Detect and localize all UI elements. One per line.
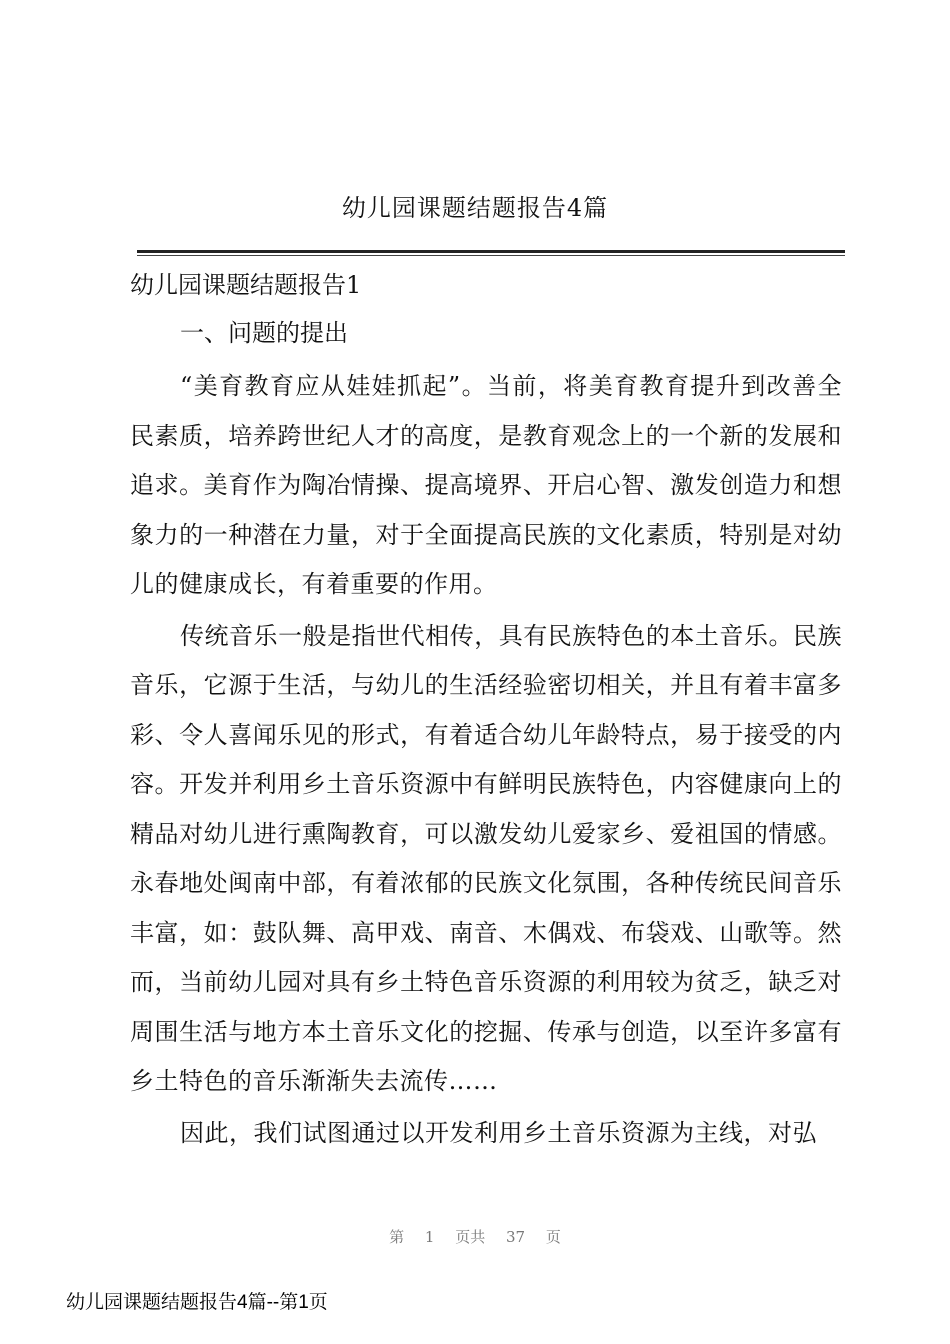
paragraph: 传统音乐一般是指世代相传，具有民族特色的本土音乐。民族音乐，它源于生活，与幼儿的生活经验密切相关，并且有着丰富多彩、令人喜闻乐见的形式，有着适合幼儿年龄特点，易于接受的内容。开发并利用乡土音乐资源中有鲜明民族特色，内容健康向上的精品对幼儿进行熏陶教育，可以激发幼儿爱家乡、爱祖国的情感。永春地处闽南中部，有着浓郁的民族文化氛围，各种传统民间音乐丰富，如：鼓队舞、高甲戏、南音、木偶戏、布袋戏、山歌等。然而，当前幼儿园对具有乡土特色音乐资源的利用较为贫乏，缺乏对周围生活与地方本土音乐文化的挖掘、传承与创造，以至许多富有乡土特色的音乐渐渐失去流传…… (130, 621, 842, 1095)
title-rule-thin (137, 255, 845, 256)
section-title: 幼儿园课题结题报告1 (130, 271, 362, 299)
page-footer (0, 1226, 950, 1247)
title-rule-thick (137, 250, 845, 253)
page-number: 1 (424, 1228, 435, 1246)
bottom-caption: 幼儿园课题结题报告4篇--第1页 (66, 1292, 328, 1313)
footer-suffix: 页 (545, 1228, 561, 1246)
document-title: 幼儿园课题结题报告4篇 (341, 194, 609, 222)
total-pages: 37 (506, 1228, 526, 1246)
paragraph: 因此，我们试图通过以开发利用乡土音乐资源为主线，对弘 (180, 1118, 817, 1147)
footer-prefix: 第 (389, 1228, 405, 1246)
footer-middle: 页共 (455, 1228, 486, 1246)
subheading: 一、问题的提出 (180, 319, 348, 347)
paragraph: “美育教育应从娃娃抓起”。当前，将美育教育提升到改善全民素质，培养跨世纪人才的高度，是教育观念上的一个新的发展和追求。美育作为陶冶情操、提高境界、开启心智、激发创造力和想象力的一种潜在力量，对于全面提高民族的文化素质，特别是对幼儿的健康成长，有着重要的作用。 (130, 372, 842, 598)
document-body (130, 362, 842, 1160)
